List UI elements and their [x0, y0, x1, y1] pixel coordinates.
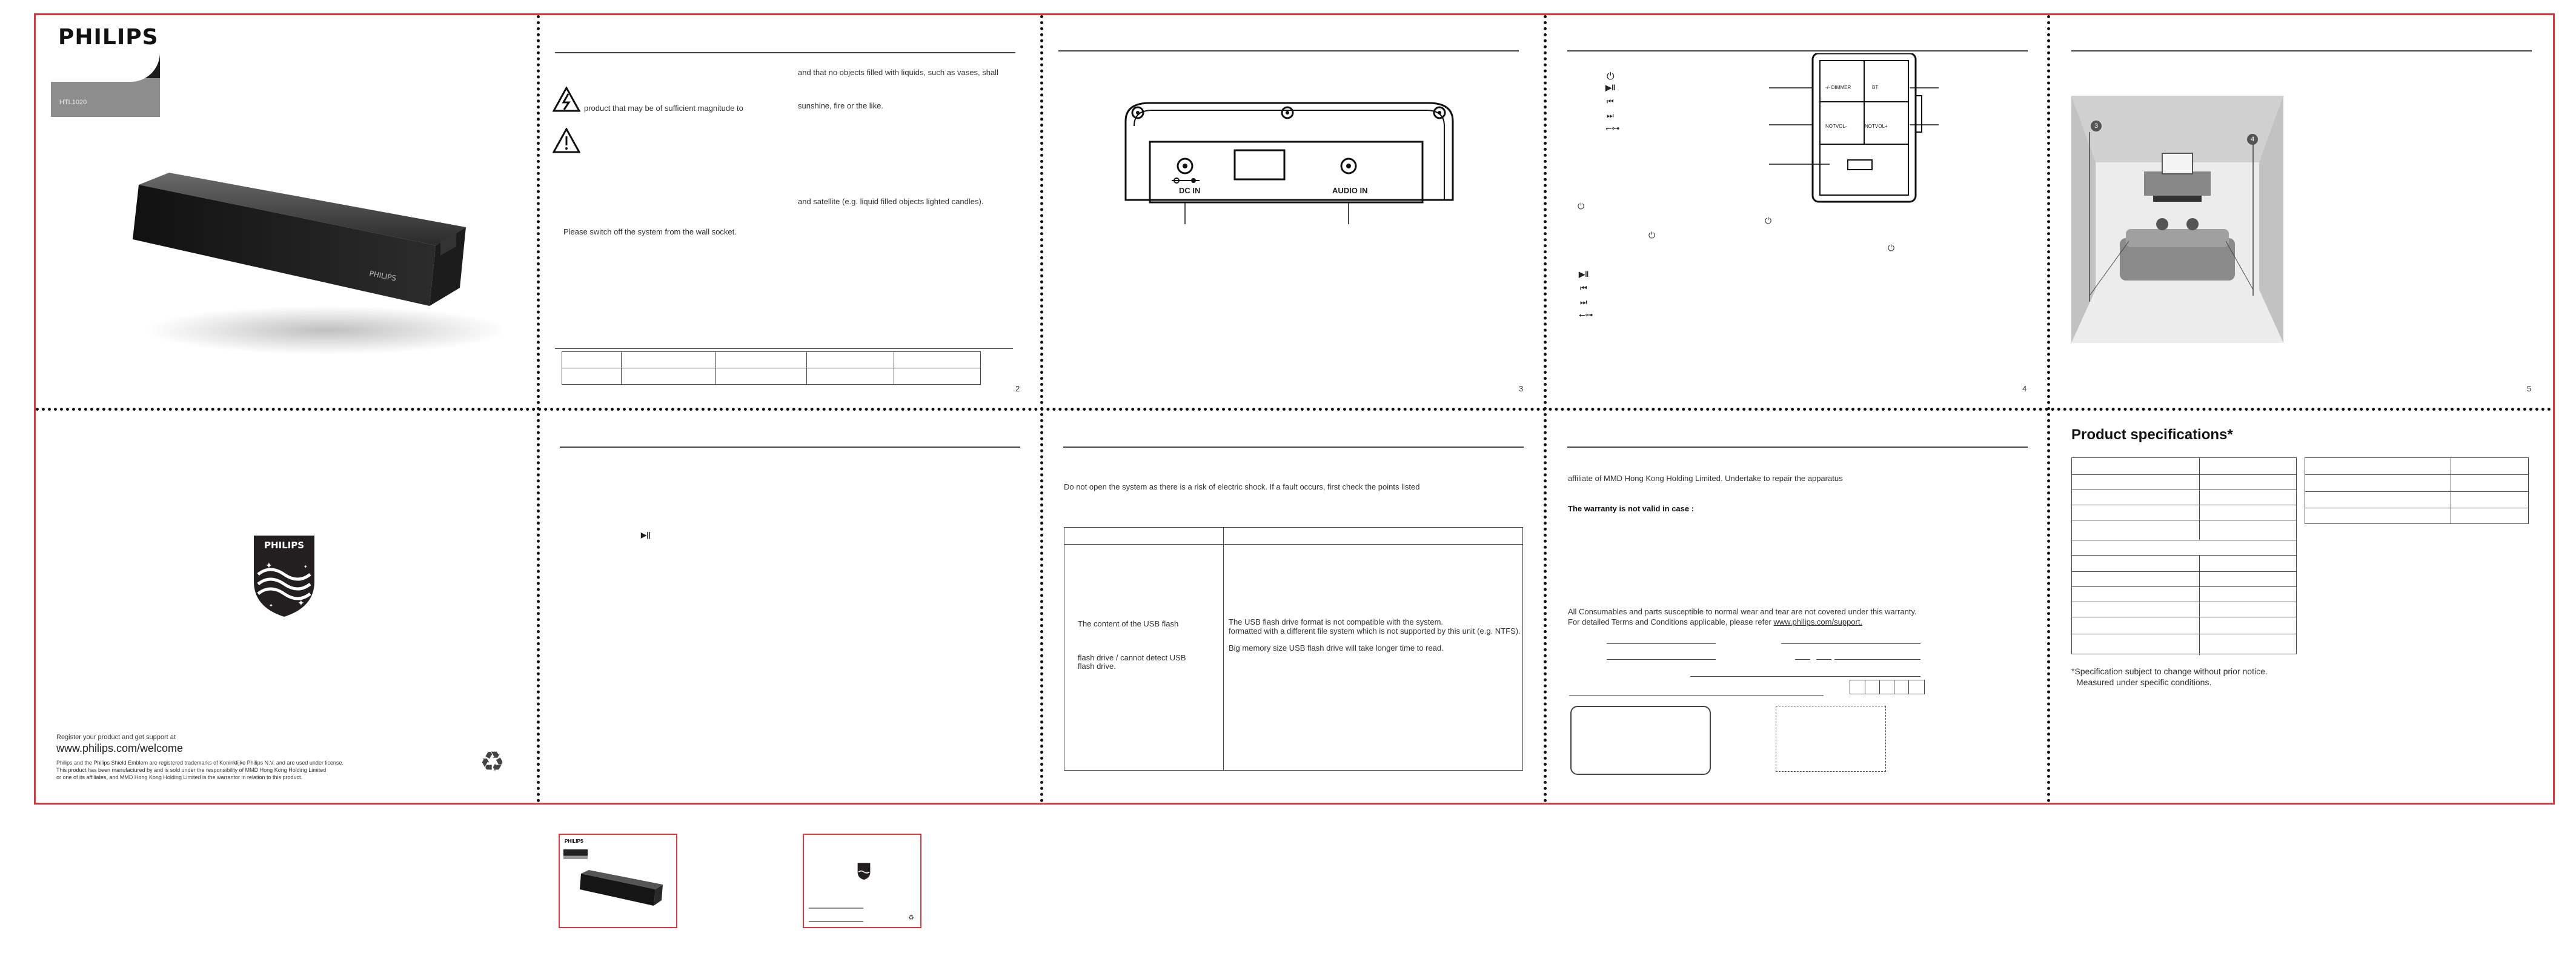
power-icon: ⏻: [1765, 216, 1772, 225]
legal-line: Philips and the Philips Shield Emblem are registered trademarks of Koninklijke Philips N.V. and are used under license.: [56, 760, 344, 766]
play-pause-icon: ▶‖: [1579, 270, 1589, 279]
page-number: 4: [2022, 384, 2027, 393]
safety-text-2: Please switch off the system from the wall socket.: [563, 227, 737, 236]
troubleshooting-intro: Do not open the system as there is a risk of electric shock. If a fault occurs, first check the points listed: [1064, 482, 1420, 491]
thumbnail-shield-icon: [857, 862, 871, 880]
legal-line: or one of its affiliates, and MMD Hong Kong Holding Limited is the warrantor in relation to this product.: [56, 774, 303, 780]
svg-text:✦: ✦: [265, 560, 273, 570]
safety-text-1: product that may be of sufficient magnitude to: [584, 104, 743, 113]
recycle-icon: ♻: [480, 746, 505, 777]
form-line: [1795, 659, 1810, 660]
room-placement-illustration: [2071, 96, 2283, 343]
vol-up-label: NOTVOL+: [1865, 124, 1888, 129]
form-line: [1834, 659, 1920, 660]
header-rule: [1567, 50, 2028, 51]
solution-text: formatted with a different file system which is not supported by this unit (e.g. NTFS).: [1229, 626, 1521, 636]
solution-text: The USB flash drive format is not compatible with the system.: [1229, 617, 1444, 626]
safety-text-4: sunshine, fire or the like.: [798, 101, 883, 110]
page-number: 2: [1015, 384, 1020, 393]
form-line: [1607, 659, 1716, 660]
audio-in-label: AUDIO IN: [1332, 186, 1368, 195]
legal-line: This product has been manufactured by and is sold under the responsibility of MMD Hong Kong Holding Limited: [56, 767, 327, 773]
warranty-text: affiliate of MMD Hong Kong Holding Limited. Undertake to repair the apparatus: [1568, 474, 1843, 483]
form-line: [1781, 643, 1920, 644]
next-icon: ⏭: [1580, 297, 1587, 307]
previous-icon: ⏮: [1580, 284, 1587, 293]
previous-icon: ⏮: [1607, 97, 1614, 106]
warning-exclamation-icon: [553, 128, 580, 153]
table-rule: [555, 348, 1013, 349]
svg-text:PHILIPS: PHILIPS: [264, 540, 305, 551]
page-number: 5: [2527, 384, 2532, 393]
power-icon: ⏻: [1888, 243, 1895, 253]
usb-icon: ⭠⊶: [1605, 124, 1620, 133]
warranty-terms: [1568, 617, 1862, 626]
solution-text: Big memory size USB flash drive will take longer time to read.: [1229, 643, 1444, 652]
header-rule: [555, 52, 1015, 53]
thumbnail-recycle-icon: ♻: [908, 914, 914, 921]
soundbar-image: [127, 154, 502, 360]
brand-logo: [51, 15, 160, 117]
thumbnail-soundbar: [578, 866, 669, 915]
serial-boxes: [1850, 680, 1925, 694]
specs-table-left: [2071, 457, 2297, 654]
thumbnail-back[interactable]: [803, 834, 921, 928]
bt-label: BT: [1872, 85, 1879, 90]
thumbnail-front[interactable]: [559, 834, 677, 928]
control-panel-diagram: [1769, 53, 1957, 205]
dealer-stamp-box: [1570, 706, 1711, 775]
cover-panel: [36, 15, 537, 408]
svg-text:PHILIPS: PHILIPS: [368, 269, 397, 283]
invoice-box: [1776, 706, 1886, 772]
model-number: HTL1020: [59, 99, 87, 106]
problem-text: flash drive.: [1078, 662, 1116, 671]
usb-icon: ⭠⊶: [1579, 310, 1593, 319]
specs-table-right: [2305, 457, 2529, 524]
page-number: 3: [1519, 384, 1524, 393]
svg-text:✦: ✦: [269, 603, 273, 608]
dimmer-label: -/- DIMMER: [1825, 85, 1851, 90]
philips-url[interactable]: www.philips.com/welcome: [56, 742, 184, 754]
header-rule: [560, 447, 1020, 448]
rear-panel-diagram: [1114, 97, 1465, 230]
brand-logo-text: PHILIPS: [58, 25, 159, 50]
callout-badge: 4: [2247, 134, 2258, 145]
thumbnail-fine-print: [809, 908, 863, 922]
header-rule: [1567, 447, 2028, 448]
power-icon: ⏻: [1648, 230, 1656, 240]
header-rule: [2071, 50, 2532, 51]
safety-table: [562, 351, 981, 385]
specs-footnote: Measured under specific conditions.: [2076, 677, 2212, 687]
power-icon: ⏻: [1578, 201, 1585, 211]
thumbnail-logo-text: PHILIPS: [565, 838, 584, 844]
support-link[interactable]: www.philips.com/support.: [1773, 617, 1863, 626]
play-pause-icon: ▶‖: [1605, 83, 1616, 92]
register-text: Register your product and get support at: [56, 734, 176, 741]
problem-text: The content of the USB flash: [1078, 619, 1179, 628]
safety-text-3: and that no objects filled with liquids, such as vases, shall: [798, 68, 998, 77]
power-icon: ⏻: [1607, 71, 1615, 82]
warranty-terms-prefix: For detailed Terms and Conditions applicable, please refer: [1568, 617, 1774, 626]
fold-line: [36, 408, 2553, 411]
warranty-not-valid-heading: The warranty is not valid in case :: [1568, 504, 1695, 513]
safety-text-5: and satellite (e.g. liquid filled objects lighted candles).: [798, 197, 984, 206]
dc-in-label: DC IN: [1179, 186, 1201, 195]
header-rule: [1058, 50, 1519, 51]
philips-shield-icon: [252, 533, 316, 618]
specs-footnote: *Specification subject to change without prior notice.: [2071, 666, 2268, 676]
warning-lightning-icon: [553, 87, 580, 112]
next-icon: ⏭: [1607, 111, 1614, 120]
form-line: [1816, 659, 1831, 660]
header-rule: [1063, 447, 1524, 448]
form-line: [1607, 643, 1716, 644]
svg-text:✦: ✦: [304, 564, 308, 569]
form-line: [1690, 676, 1920, 677]
svg-text:✦: ✦: [297, 598, 305, 608]
play-pause-icon: ▶||: [641, 531, 651, 539]
callout-badge: 3: [2091, 121, 2102, 131]
problem-text: flash drive / cannot detect USB: [1078, 653, 1186, 662]
vol-down-label: NOTVOL-: [1825, 124, 1847, 129]
specs-title: Product specifications*: [2071, 427, 2233, 443]
form-line: [1569, 695, 1824, 696]
warranty-consumables: All Consumables and parts susceptible to normal wear and tear are not covered under this warranty.: [1568, 607, 1917, 616]
